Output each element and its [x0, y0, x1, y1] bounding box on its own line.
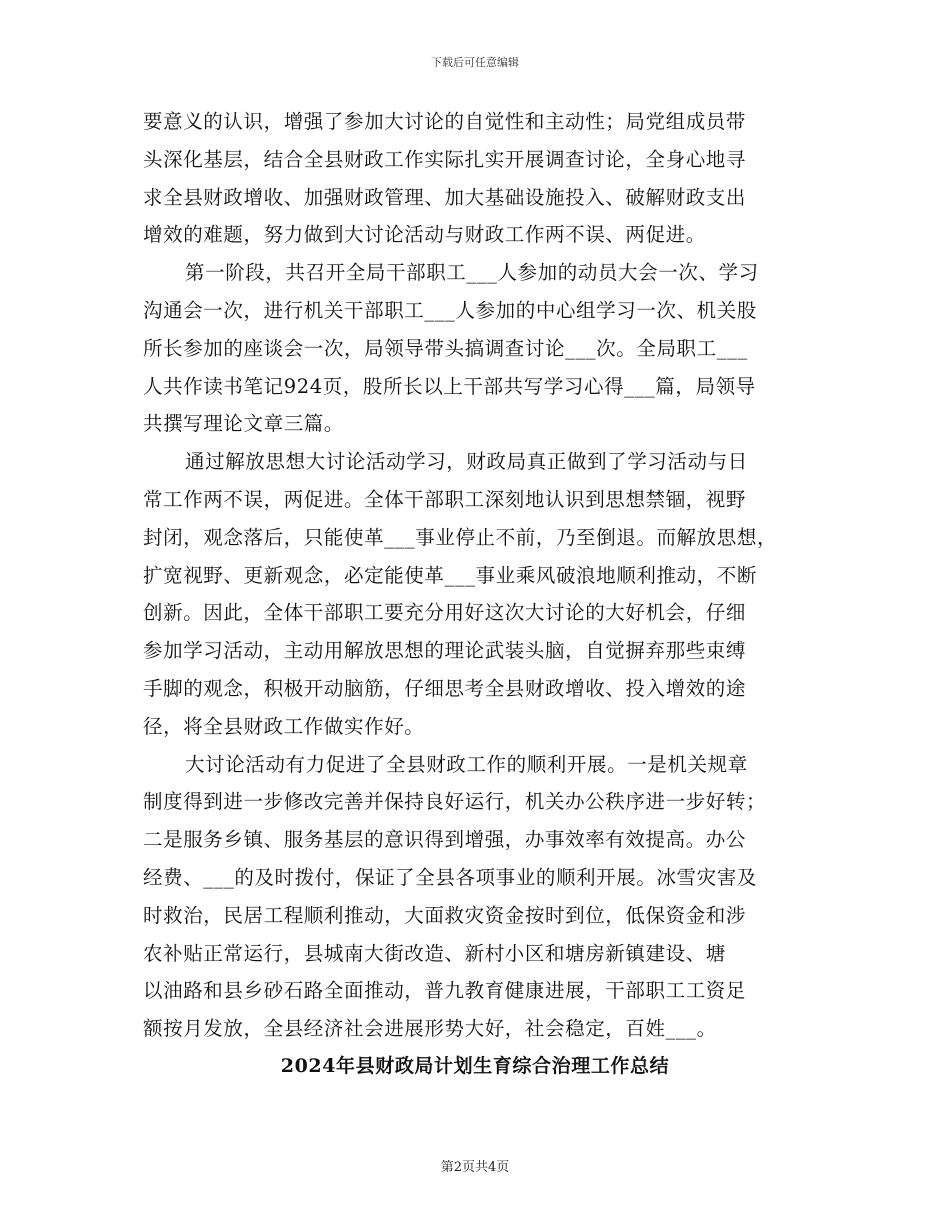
document-body	[143, 103, 807, 1086]
text-line: 制度得到进一步修改完善并保持良好运行，机关办公秩序进一步好转；	[143, 790, 767, 814]
text-line: 求全县财政增收、加强财政管理、加大基础设施投入、破解财政支出	[143, 185, 747, 209]
text-line: 通过解放思想大讨论活动学习，财政局真正做到了学习活动与日	[185, 450, 748, 474]
paragraph	[143, 443, 807, 745]
page-footer: 第2页共4页	[440, 1160, 510, 1175]
text-line: 农补贴正常运行，县城南大街改造、新村小区和塘房新镇建设、塘	[143, 941, 726, 965]
text-line: 创新。因此，全体干部职工要充分用好这次大讨论的大好机会，仔细	[143, 601, 747, 625]
text-line: 第一阶段，共召开全局干部职工___人参加的动员大会一次、学习	[185, 261, 759, 285]
page-header: 下载后可任意编辑	[431, 56, 519, 69]
paragraph	[143, 254, 807, 443]
text-line: 封闭，观念落后，只能使革___事业停止不前，乃至倒退。而解放思想，	[143, 525, 778, 549]
text-line: 人共作读书笔记924页，股所长以上干部共写学习心得___篇，局领导	[143, 374, 756, 398]
text-line: 所长参加的座谈会一次，局领导带头搞调查讨论___次。全局职工___	[143, 336, 748, 360]
text-line: 大讨论活动有力促进了全县财政工作的顺利开展。一是机关规章	[185, 752, 748, 776]
text-line: 扩宽视野、更新观念，必定能使革___事业乘风破浪地顺利推动，不断	[143, 563, 757, 587]
paragraph	[143, 746, 807, 1048]
text-line: 手脚的观念，积极开动脑筋，仔细思考全县财政增收、投入增效的途	[143, 676, 747, 700]
text-line: 常工作两不误，两促进。全体干部职工深刻地认识到思想禁锢，视野	[143, 487, 747, 511]
text-line: 以油路和县乡砂石路全面推动，普九教育健康进展，干部职工工资足	[143, 979, 747, 1003]
text-line: 共撰写理论文章三篇。	[143, 412, 345, 436]
text-line: 经费、___的及时拨付，保证了全县各项事业的顺利开展。冰雪灾害及	[143, 865, 757, 889]
text-line: 要意义的认识，增强了参加大讨论的自觉性和主动性；局党组成员带	[143, 110, 747, 133]
text-line: 径，将全县财政工作做实作好。	[143, 714, 425, 738]
text-line: 二是服务乡镇、服务基层的意识得到增强，办事效率有效提高。办公	[143, 828, 747, 852]
text-line: 沟通会一次，进行机关干部职工___人参加的中心组学习一次、机关股	[143, 298, 757, 322]
text-line: 增效的难题，努力做到大讨论活动与财政工作两不误、两促进。	[143, 223, 706, 247]
text-line: 额按月发放，全县经济社会进展形势大好，社会稳定，百姓___。	[143, 1017, 717, 1041]
paragraph	[143, 103, 807, 254]
text-line: 时救治，民居工程顺利推动，大面救灾资金按时到位，低保资金和涉	[143, 903, 747, 927]
text-line: 头深化基层，结合全县财政工作实际扎实开展调查讨论，全身心地寻	[143, 147, 747, 171]
text-line: 参加学习活动，主动用解放思想的理论武装头脑，自觉摒弃那些束缚	[143, 639, 747, 663]
section-title: 2024年县财政局计划生育综合治理工作总结	[280, 1054, 670, 1077]
